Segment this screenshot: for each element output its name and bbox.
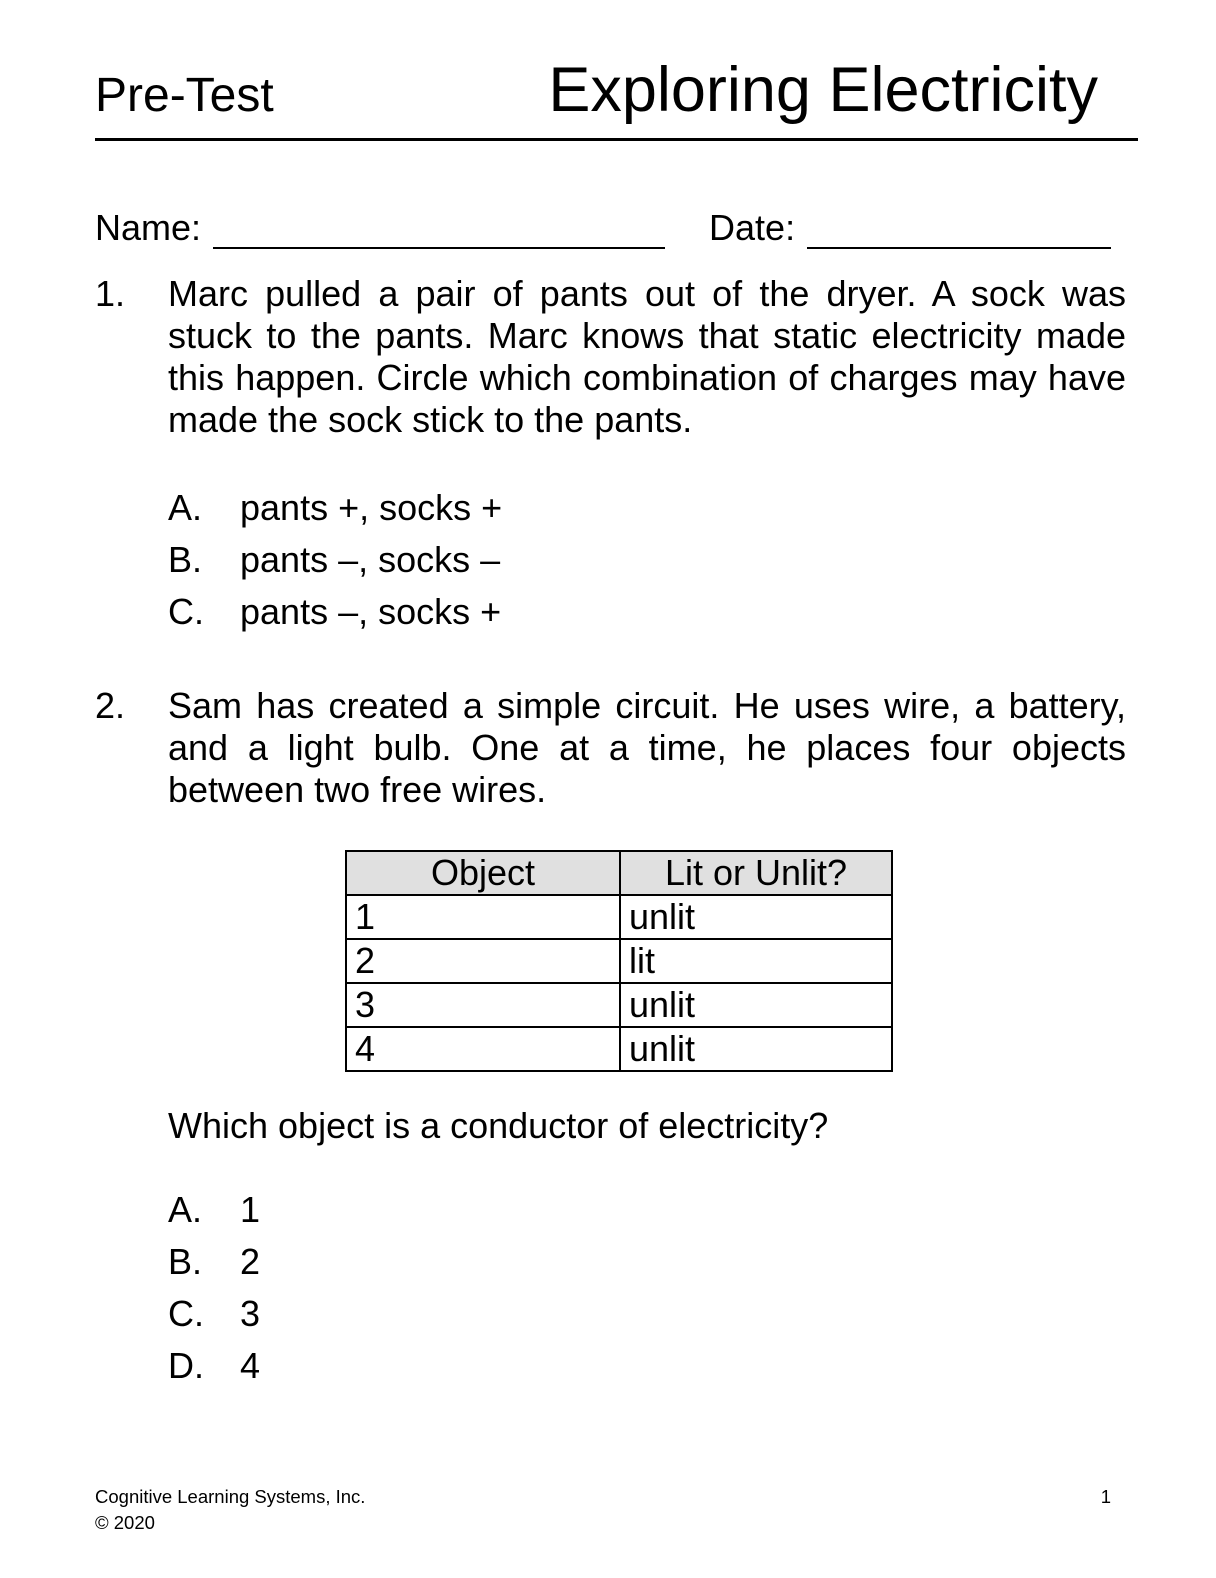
question-2-text: Sam has created a simple circuit. He uses wire, a battery, and a light bulb. One at a time, he places four objects between two free wires. [168, 685, 1126, 810]
name-blank-line [213, 209, 665, 249]
question-1-number: 1. [95, 273, 126, 314]
copyright: © 2020 [95, 1512, 155, 1533]
option-letter: C. [168, 591, 204, 632]
page-number: 1 [1100, 1486, 1111, 1507]
option-letter: B. [168, 1241, 203, 1282]
table-header-object: Object [346, 851, 620, 895]
option-letter: A. [168, 487, 203, 528]
option-text: pants –, socks + [240, 591, 502, 632]
table-cell-object: 2 [346, 939, 620, 983]
question-2-subquestion: Which object is a conductor of electricity? [168, 1105, 829, 1146]
date-label: Date: [709, 207, 796, 248]
table-cell-object: 1 [346, 895, 620, 939]
results-table [345, 850, 893, 1072]
table-row [346, 983, 892, 1027]
table-cell-object: 4 [346, 1027, 620, 1071]
question-2 [95, 685, 1216, 811]
option-row-c [168, 591, 1216, 633]
page-footer [95, 1484, 1111, 1536]
table-row [346, 939, 892, 983]
name-date-row [95, 207, 1111, 249]
question-1 [95, 273, 1216, 441]
option-row-a [168, 1189, 1216, 1231]
question-2-options [168, 1189, 1216, 1387]
option-letter: C. [168, 1293, 204, 1334]
table-cell-result: unlit [620, 983, 892, 1027]
option-text: 3 [240, 1293, 261, 1334]
question-1-text: Marc pulled a pair of pants out of the dryer. A sock was stuck to the pants. Marc knows that static electricity made this happen. Circle which combination of charges may have made the sock stick to the pants. [168, 273, 1126, 440]
table-cell-object: 3 [346, 983, 620, 1027]
table-header-row [346, 851, 892, 895]
table-header-lit-or-unlit: Lit or Unlit? [620, 851, 892, 895]
option-text: 4 [240, 1345, 261, 1386]
organization-name: Cognitive Learning Systems, Inc. [95, 1486, 366, 1507]
name-label: Name: [95, 207, 202, 248]
table-cell-result: lit [620, 939, 892, 983]
table-cell-result: unlit [620, 895, 892, 939]
document-header [95, 52, 1138, 141]
option-letter: D. [168, 1345, 204, 1386]
doc-type-label: Pre-Test [95, 69, 274, 122]
option-row-b [168, 1241, 1216, 1283]
option-row-d [168, 1345, 1216, 1387]
option-row-b [168, 539, 1216, 581]
option-row-c [168, 1293, 1216, 1335]
option-letter: B. [168, 539, 203, 580]
question-1-options [168, 487, 1216, 633]
question-2-number: 2. [95, 685, 126, 726]
date-blank-line [807, 209, 1111, 249]
table-row [346, 895, 892, 939]
option-letter: A. [168, 1189, 203, 1230]
option-row-a [168, 487, 1216, 529]
option-text: pants –, socks – [240, 539, 501, 580]
option-text: 1 [240, 1189, 261, 1230]
page-title: Exploring Electricity [548, 55, 1098, 125]
table-cell-result: unlit [620, 1027, 892, 1071]
footer-left [95, 1484, 365, 1536]
option-text: pants +, socks + [240, 487, 503, 528]
table-row [346, 1027, 892, 1071]
option-text: 2 [240, 1241, 261, 1282]
